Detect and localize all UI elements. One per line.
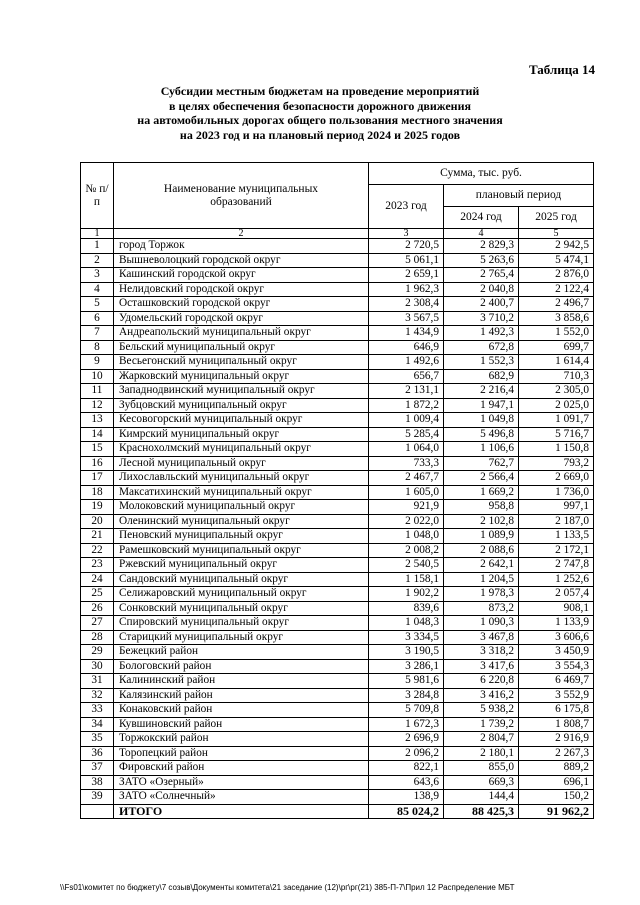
value-2023: 2 308,4	[369, 297, 444, 312]
value-2025: 710,3	[519, 369, 594, 384]
row-number: 13	[81, 413, 114, 428]
value-2023: 138,9	[369, 790, 444, 805]
value-2024: 2 804,7	[444, 732, 519, 747]
value-2025: 3 554,3	[519, 659, 594, 674]
table-row	[81, 326, 594, 341]
header-num: № п/п	[81, 163, 114, 229]
table-row	[81, 340, 594, 355]
col-index: 2	[114, 229, 369, 239]
row-number: 7	[81, 326, 114, 341]
value-2025: 2 267,3	[519, 746, 594, 761]
row-number: 1	[81, 239, 114, 254]
value-2023: 1 672,3	[369, 717, 444, 732]
value-2024: 2 642,1	[444, 558, 519, 573]
value-2025: 2 496,7	[519, 297, 594, 312]
municipality-name: город Торжок	[114, 239, 369, 254]
total-2023: 85 024,2	[369, 804, 444, 819]
value-2025: 2 187,0	[519, 514, 594, 529]
municipality-name: Зубцовский муниципальный округ	[114, 398, 369, 413]
header-2023: 2023 год	[369, 185, 444, 229]
total-2024: 88 425,3	[444, 804, 519, 819]
table-row	[81, 529, 594, 544]
value-2024: 2 765,4	[444, 268, 519, 283]
row-number: 2	[81, 253, 114, 268]
table-body	[81, 229, 594, 805]
value-2024: 1 552,3	[444, 355, 519, 370]
value-2024: 1 947,1	[444, 398, 519, 413]
municipality-name: Молоковский муниципальный округ	[114, 500, 369, 515]
value-2024: 2 040,8	[444, 282, 519, 297]
value-2025: 2 669,0	[519, 471, 594, 486]
value-2024: 1 106,6	[444, 442, 519, 457]
table-row	[81, 311, 594, 326]
value-2023: 2 720,5	[369, 239, 444, 254]
value-2025: 1 614,4	[519, 355, 594, 370]
table-row	[81, 369, 594, 384]
table-row	[81, 514, 594, 529]
row-number: 37	[81, 761, 114, 776]
row-number: 29	[81, 645, 114, 660]
value-2023: 2 022,0	[369, 514, 444, 529]
value-2024: 5 263,6	[444, 253, 519, 268]
value-2024: 6 220,8	[444, 674, 519, 689]
municipality-name: Пеновский муниципальный округ	[114, 529, 369, 544]
row-number: 30	[81, 659, 114, 674]
municipality-name: Спировский муниципальный округ	[114, 616, 369, 631]
total-row	[81, 804, 594, 819]
table-row	[81, 601, 594, 616]
municipality-name: Лесной муниципальный округ	[114, 456, 369, 471]
municipality-name: Старицкий муниципальный округ	[114, 630, 369, 645]
value-2025: 2 057,4	[519, 587, 594, 602]
value-2025: 3 606,6	[519, 630, 594, 645]
row-number: 38	[81, 775, 114, 790]
row-number: 23	[81, 558, 114, 573]
value-2024: 2 088,6	[444, 543, 519, 558]
municipality-name: Лихославльский муниципальный округ	[114, 471, 369, 486]
value-2024: 669,3	[444, 775, 519, 790]
value-2024: 762,7	[444, 456, 519, 471]
value-2024: 1 089,9	[444, 529, 519, 544]
value-2023: 1 048,0	[369, 529, 444, 544]
table-row	[81, 659, 594, 674]
value-2023: 839,6	[369, 601, 444, 616]
table-row	[81, 543, 594, 558]
col-index: 1	[81, 229, 114, 239]
title-line: в целях обеспечения безопасности дорожного движения	[168, 98, 471, 113]
row-number: 34	[81, 717, 114, 732]
table-row	[81, 688, 594, 703]
municipality-name: Сандовский муниципальный округ	[114, 572, 369, 587]
municipality-name: ЗАТО «Озерный»	[114, 775, 369, 790]
table-number-label: Таблица 14	[528, 62, 595, 77]
total-label: ИТОГО	[114, 804, 369, 819]
value-2024: 682,9	[444, 369, 519, 384]
value-2023: 5 709,8	[369, 703, 444, 718]
municipality-name: Кувшиновский район	[114, 717, 369, 732]
municipality-name: Удомельский городской округ	[114, 311, 369, 326]
header-planned: плановый период	[444, 185, 594, 207]
municipality-name: Осташковский городской округ	[114, 297, 369, 312]
value-2025: 2 172,1	[519, 543, 594, 558]
value-2023: 2 008,2	[369, 543, 444, 558]
row-number: 17	[81, 471, 114, 486]
row-number: 24	[81, 572, 114, 587]
value-2023: 1 605,0	[369, 485, 444, 500]
row-number: 14	[81, 427, 114, 442]
value-2025: 2 122,4	[519, 282, 594, 297]
value-2023: 3 284,8	[369, 688, 444, 703]
value-2024: 1 739,2	[444, 717, 519, 732]
municipality-name: Весьегонский муниципальный округ	[114, 355, 369, 370]
row-number: 21	[81, 529, 114, 544]
value-2023: 656,7	[369, 369, 444, 384]
value-2025: 2 942,5	[519, 239, 594, 254]
value-2025: 889,2	[519, 761, 594, 776]
document-title	[60, 84, 580, 142]
table-row	[81, 456, 594, 471]
row-number: 26	[81, 601, 114, 616]
value-2024: 1 492,3	[444, 326, 519, 341]
table-row	[81, 282, 594, 297]
title-line: на 2023 год и на плановый период 2024 и 2025 годов	[179, 127, 461, 142]
value-2023: 1 158,1	[369, 572, 444, 587]
value-2023: 3 286,1	[369, 659, 444, 674]
value-2025: 3 858,6	[519, 311, 594, 326]
row-number: 11	[81, 384, 114, 399]
value-2025: 6 469,7	[519, 674, 594, 689]
subsidy-table	[80, 162, 594, 819]
value-2023: 646,9	[369, 340, 444, 355]
table-row	[81, 384, 594, 399]
value-2024: 5 938,2	[444, 703, 519, 718]
municipality-name: Кимрский муниципальный округ	[114, 427, 369, 442]
table-row	[81, 616, 594, 631]
value-2025: 908,1	[519, 601, 594, 616]
value-2025: 1 736,0	[519, 485, 594, 500]
municipality-name: Селижаровский муниципальный округ	[114, 587, 369, 602]
row-number: 36	[81, 746, 114, 761]
municipality-name: Западнодвинский муниципальный округ	[114, 384, 369, 399]
municipality-name: Торопецкий район	[114, 746, 369, 761]
value-2025: 793,2	[519, 456, 594, 471]
value-2025: 1 133,5	[519, 529, 594, 544]
table-row	[81, 485, 594, 500]
municipality-name: Рамешковский муниципальный округ	[114, 543, 369, 558]
row-number: 3	[81, 268, 114, 283]
value-2023: 1 434,9	[369, 326, 444, 341]
table-row	[81, 790, 594, 805]
municipality-name: ЗАТО «Солнечный»	[114, 790, 369, 805]
value-2025: 5 716,7	[519, 427, 594, 442]
value-2024: 3 318,2	[444, 645, 519, 660]
table-row	[81, 703, 594, 718]
value-2023: 1 048,3	[369, 616, 444, 631]
row-number: 20	[81, 514, 114, 529]
col-index: 5	[519, 229, 594, 239]
table-row	[81, 630, 594, 645]
value-2023: 822,1	[369, 761, 444, 776]
row-number: 25	[81, 587, 114, 602]
value-2023: 733,3	[369, 456, 444, 471]
value-2024: 5 496,8	[444, 427, 519, 442]
row-number: 39	[81, 790, 114, 805]
table-row	[81, 775, 594, 790]
value-2025: 2 916,9	[519, 732, 594, 747]
value-2025: 1 133,9	[519, 616, 594, 631]
value-2024: 1 204,5	[444, 572, 519, 587]
table-row	[81, 268, 594, 283]
municipality-name: Вышневолоцкий городской округ	[114, 253, 369, 268]
table-row	[81, 427, 594, 442]
table-row	[81, 717, 594, 732]
value-2024: 144,4	[444, 790, 519, 805]
row-number: 8	[81, 340, 114, 355]
row-number: 9	[81, 355, 114, 370]
row-number: 18	[81, 485, 114, 500]
value-2024: 1 049,8	[444, 413, 519, 428]
row-number: 19	[81, 500, 114, 515]
municipality-name: Максатихинский муниципальный округ	[114, 485, 369, 500]
value-2025: 1 252,6	[519, 572, 594, 587]
value-2024: 2 400,7	[444, 297, 519, 312]
total-num-cell	[81, 804, 114, 819]
value-2023: 1 009,4	[369, 413, 444, 428]
municipality-name: Бологовский район	[114, 659, 369, 674]
municipality-name: Бельский муниципальный округ	[114, 340, 369, 355]
value-2025: 6 175,8	[519, 703, 594, 718]
table-row	[81, 732, 594, 747]
table-row	[81, 398, 594, 413]
header-2025: 2025 год	[519, 207, 594, 229]
table-row	[81, 572, 594, 587]
row-number: 28	[81, 630, 114, 645]
value-2023: 2 659,1	[369, 268, 444, 283]
value-2025: 2 025,0	[519, 398, 594, 413]
title-line: на автомобильных дорогах общего пользования местного значения	[137, 113, 503, 127]
value-2025: 5 474,1	[519, 253, 594, 268]
value-2025: 150,2	[519, 790, 594, 805]
row-number: 32	[81, 688, 114, 703]
municipality-name: Жарковский муниципальный округ	[114, 369, 369, 384]
value-2025: 3 450,9	[519, 645, 594, 660]
value-2025: 2 876,0	[519, 268, 594, 283]
value-2024: 3 416,2	[444, 688, 519, 703]
value-2025: 3 552,9	[519, 688, 594, 703]
value-2023: 5 981,6	[369, 674, 444, 689]
municipality-name: Конаковский район	[114, 703, 369, 718]
value-2023: 3 190,5	[369, 645, 444, 660]
value-2024: 1 090,3	[444, 616, 519, 631]
row-number: 33	[81, 703, 114, 718]
municipality-name: Калязинский район	[114, 688, 369, 703]
value-2024: 2 829,3	[444, 239, 519, 254]
municipality-name: Фировский район	[114, 761, 369, 776]
value-2024: 672,8	[444, 340, 519, 355]
value-2023: 643,6	[369, 775, 444, 790]
row-number: 27	[81, 616, 114, 631]
value-2023: 2 696,9	[369, 732, 444, 747]
header-sum: Сумма, тыс. руб.	[369, 163, 594, 185]
municipality-name: Оленинский муниципальный округ	[114, 514, 369, 529]
table-row	[81, 587, 594, 602]
value-2024: 3 467,8	[444, 630, 519, 645]
municipality-name: Бежецкий район	[114, 645, 369, 660]
municipality-name: Нелидовский городской округ	[114, 282, 369, 297]
value-2023: 3 334,5	[369, 630, 444, 645]
municipality-name: Андреапольский муниципальный округ	[114, 326, 369, 341]
column-index-row	[81, 229, 594, 239]
value-2025: 2 747,8	[519, 558, 594, 573]
value-2025: 696,1	[519, 775, 594, 790]
col-index: 4	[444, 229, 519, 239]
value-2023: 1 902,2	[369, 587, 444, 602]
table-row	[81, 239, 594, 254]
value-2024: 1 669,2	[444, 485, 519, 500]
value-2025: 997,1	[519, 500, 594, 515]
value-2023: 2 467,7	[369, 471, 444, 486]
value-2025: 1 808,7	[519, 717, 594, 732]
row-number: 5	[81, 297, 114, 312]
header-2024: 2024 год	[444, 207, 519, 229]
value-2023: 1 064,0	[369, 442, 444, 457]
table-row	[81, 500, 594, 515]
row-number: 10	[81, 369, 114, 384]
total-2025: 91 962,2	[519, 804, 594, 819]
value-2025: 1 091,7	[519, 413, 594, 428]
value-2025: 1 150,8	[519, 442, 594, 457]
row-number: 31	[81, 674, 114, 689]
municipality-name: Калининский район	[114, 674, 369, 689]
footer-file-path: \\Fs01\комитет по бюджету\7 созыв\Документы комитета\21 заседание (12)\рг\рг(21) 385-П-7\Прил 12 Распределение МБТ	[60, 883, 515, 892]
municipality-name: Сонковский муниципальный округ	[114, 601, 369, 616]
table-row	[81, 253, 594, 268]
value-2024: 855,0	[444, 761, 519, 776]
row-number: 6	[81, 311, 114, 326]
table-row	[81, 471, 594, 486]
table-row	[81, 761, 594, 776]
table-row	[81, 645, 594, 660]
col-index: 3	[369, 229, 444, 239]
municipality-name: Торжокский район	[114, 732, 369, 747]
table-row	[81, 674, 594, 689]
table-row	[81, 297, 594, 312]
municipality-name: Кесовогорский муниципальный округ	[114, 413, 369, 428]
row-number: 35	[81, 732, 114, 747]
title-line: Субсидии местным бюджетам на проведение мероприятий	[160, 84, 480, 98]
value-2024: 3 417,6	[444, 659, 519, 674]
value-2024: 2 216,4	[444, 384, 519, 399]
table-row	[81, 355, 594, 370]
value-2025: 2 305,0	[519, 384, 594, 399]
value-2024: 2 566,4	[444, 471, 519, 486]
row-number: 12	[81, 398, 114, 413]
value-2023: 5 285,4	[369, 427, 444, 442]
value-2023: 1 872,2	[369, 398, 444, 413]
municipality-name: Ржевский муниципальный округ	[114, 558, 369, 573]
row-number: 15	[81, 442, 114, 457]
municipality-name: Краснохолмский муниципальный округ	[114, 442, 369, 457]
value-2023: 3 567,5	[369, 311, 444, 326]
value-2024: 1 978,3	[444, 587, 519, 602]
municipality-name: Кашинский городской округ	[114, 268, 369, 283]
row-number: 4	[81, 282, 114, 297]
value-2024: 2 102,8	[444, 514, 519, 529]
value-2023: 2 096,2	[369, 746, 444, 761]
value-2025: 699,7	[519, 340, 594, 355]
value-2024: 3 710,2	[444, 311, 519, 326]
row-number: 16	[81, 456, 114, 471]
table-row	[81, 413, 594, 428]
value-2023: 2 131,1	[369, 384, 444, 399]
value-2023: 2 540,5	[369, 558, 444, 573]
value-2025: 1 552,0	[519, 326, 594, 341]
value-2024: 2 180,1	[444, 746, 519, 761]
table-row	[81, 442, 594, 457]
header-name: Наименование муниципальных образований	[114, 163, 369, 229]
table-row	[81, 746, 594, 761]
row-number: 22	[81, 543, 114, 558]
value-2023: 1 492,6	[369, 355, 444, 370]
table-row	[81, 558, 594, 573]
value-2023: 921,9	[369, 500, 444, 515]
value-2023: 1 962,3	[369, 282, 444, 297]
value-2023: 5 061,1	[369, 253, 444, 268]
value-2024: 958,8	[444, 500, 519, 515]
value-2024: 873,2	[444, 601, 519, 616]
